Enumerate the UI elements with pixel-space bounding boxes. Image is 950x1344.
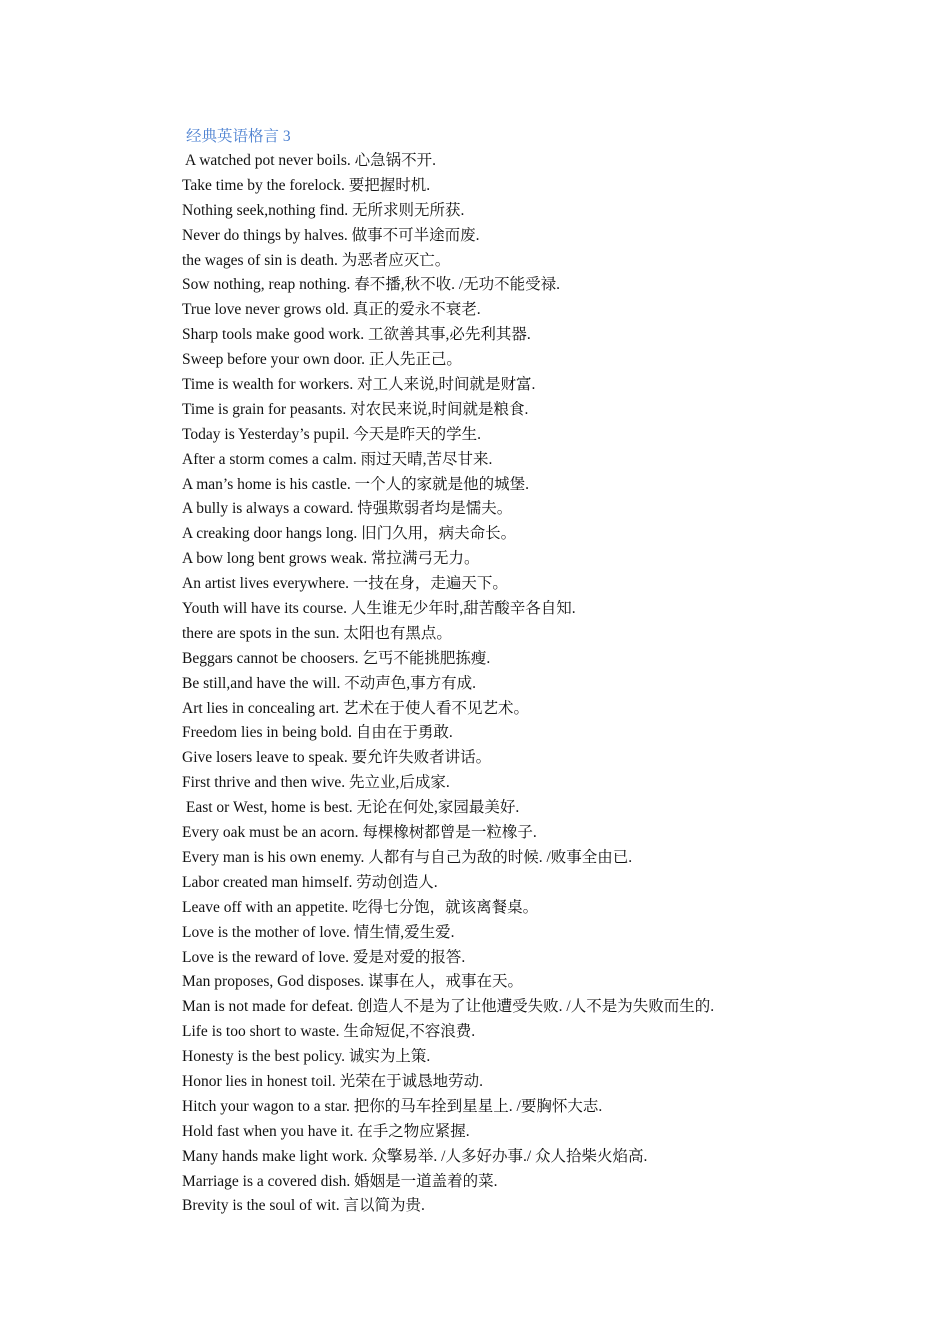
proverb-line: Hitch your wagon to a star. 把你的马车拴到星星上. /要胸怀大志. bbox=[182, 1097, 603, 1115]
proverb-line: Be still,and have the will. 不动声色,事方有成. bbox=[182, 674, 477, 692]
proverb-line: Freedom lies in being bold. 自由在于勇敢. bbox=[182, 724, 453, 742]
proverb-line: Life is too short to waste. 生命短促,不容浪费. bbox=[182, 1023, 476, 1041]
proverb-line: there are spots in the sun. 太阳也有黑点。 bbox=[182, 624, 452, 642]
proverb-line: Sharp tools make good work. 工欲善其事,必先利其器. bbox=[182, 326, 531, 344]
proverb-line: A man’s home is his castle. 一个人的家就是他的城堡. bbox=[182, 475, 530, 493]
proverb-line: A creaking door hangs long. 旧门久用，病夫命长。 bbox=[182, 525, 517, 543]
proverb-list bbox=[182, 149, 882, 1219]
proverb-line: Love is the reward of love. 爱是对爱的报答. bbox=[182, 948, 466, 966]
proverb-line: Never do things by halves. 做事不可半途而废. bbox=[182, 226, 480, 244]
proverb-line: Time is grain for peasants. 对农民来说,时间就是粮食. bbox=[182, 400, 529, 418]
proverb-line: Today is Yesterday’s pupil. 今天是昨天的学生. bbox=[182, 425, 482, 443]
proverb-line: Leave off with an appetite. 吃得七分饱，就该离餐桌。 bbox=[182, 898, 539, 916]
proverb-line: A watched pot never boils. 心急锅不开. bbox=[182, 152, 436, 169]
proverb-line: Hold fast when you have it. 在手之物应紧握. bbox=[182, 1122, 470, 1140]
proverb-line: Sow nothing, reap nothing. 春不播,秋不收. /无功不能受禄. bbox=[182, 276, 561, 294]
proverb-line: A bow long bent grows weak. 常拉满弓无力。 bbox=[182, 550, 480, 568]
proverb-line: True love never grows old. 真正的爱永不衰老. bbox=[182, 301, 481, 319]
proverb-line: Take time by the forelock. 要把握时机. bbox=[182, 176, 431, 194]
proverb-line: Honor lies in honest toil. 光荣在于诚恳地劳动. bbox=[182, 1072, 483, 1090]
proverb-line: Labor created man himself. 劳动创造人. bbox=[182, 873, 438, 891]
proverb-line: Youth will have its course. 人生谁无少年时,甜苦酸辛各自知. bbox=[182, 600, 576, 618]
proverb-line: A bully is always a coward. 恃强欺弱者均是懦夫。 bbox=[182, 500, 513, 518]
proverb-line: Brevity is the soul of wit. 言以简为贵. bbox=[182, 1197, 425, 1215]
proverb-line: Man is not made for defeat. 创造人不是为了让他遭受失败. /人不是为失败而生的. bbox=[182, 998, 715, 1016]
proverb-line: East or West, home is best. 无论在何处,家园最美好. bbox=[182, 799, 520, 817]
proverb-line: Love is the mother of love. 情生情,爱生爱. bbox=[182, 923, 455, 941]
proverb-line: Honesty is the best policy. 诚实为上策. bbox=[182, 1048, 431, 1066]
proverb-line: Art lies in concealing art. 艺术在于使人看不见艺术。 bbox=[182, 699, 529, 717]
proverb-line: Beggars cannot be choosers. 乞丐不能挑肥拣瘦. bbox=[182, 649, 491, 667]
document-title: 经典英语格言 3 bbox=[186, 128, 291, 145]
proverb-line: Time is wealth for workers. 对工人来说,时间就是财富. bbox=[182, 376, 536, 394]
proverb-line: An artist lives everywhere. 一技在身，走遍天下。 bbox=[182, 575, 508, 593]
proverb-line: First thrive and then wive. 先立业,后成家. bbox=[182, 774, 450, 792]
proverb-line: Nothing seek,nothing find. 无所求则无所获. bbox=[182, 201, 465, 219]
proverb-line: Sweep before your own door. 正人先正己。 bbox=[182, 351, 462, 369]
proverb-line: Many hands make light work. 众擎易举. /人多好办事./ 众人拾柴火焰高. bbox=[182, 1147, 648, 1165]
proverb-line: Every oak must be an acorn. 每棵橡树都曾是一粒橡子. bbox=[182, 824, 537, 842]
proverb-line: Every man is his own enemy. 人都有与自己为敌的时候. /败事全由已. bbox=[182, 848, 633, 866]
proverb-line: Give losers leave to speak. 要允许失败者讲话。 bbox=[182, 749, 492, 767]
document-body bbox=[182, 124, 882, 1219]
proverb-line: After a storm comes a calm. 雨过天晴,苦尽甘来. bbox=[182, 450, 493, 468]
proverb-line: the wages of sin is death. 为恶者应灭亡。 bbox=[182, 251, 451, 269]
proverb-line: Marriage is a covered dish. 婚姻是一道盖着的菜. bbox=[182, 1172, 498, 1190]
proverb-line: Man proposes, God disposes. 谋事在人，戒事在天。 bbox=[182, 973, 523, 991]
